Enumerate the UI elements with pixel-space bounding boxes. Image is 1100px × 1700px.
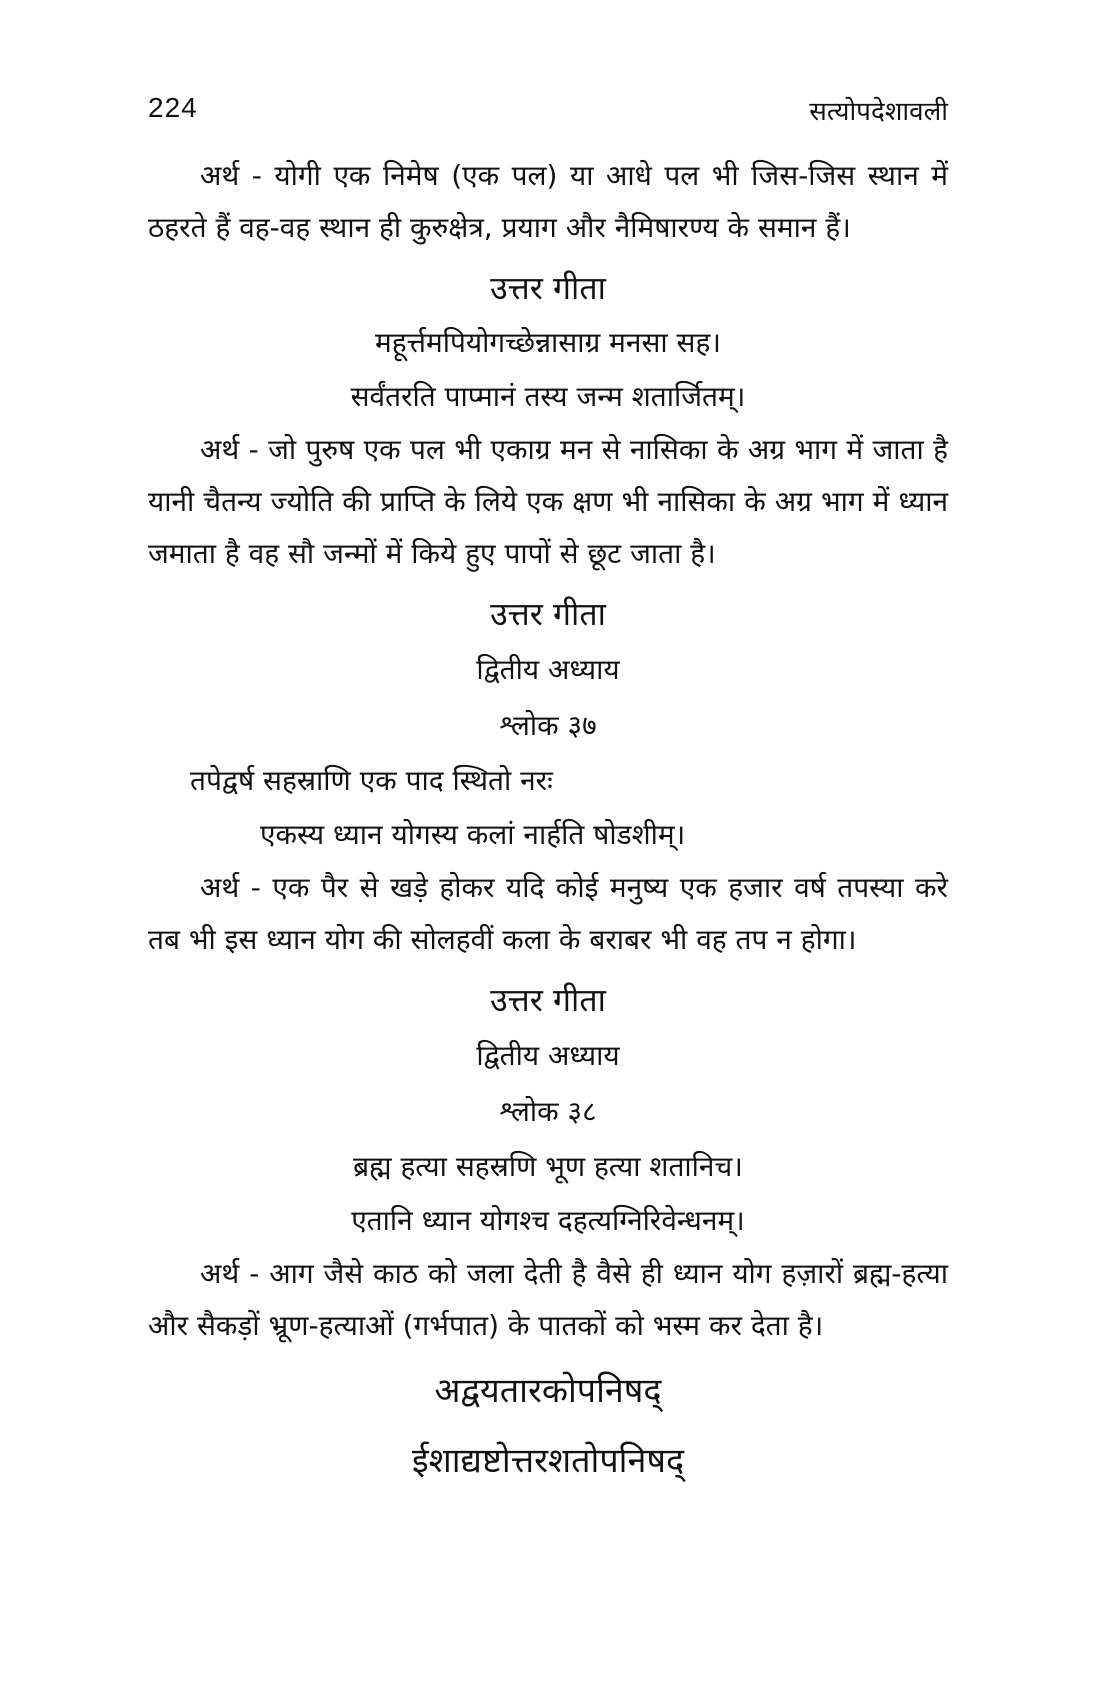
section-heading-uttar-gita-2: उत्तर गीता <box>490 595 606 633</box>
chapter-label-2: द्वितीय अध्याय <box>476 653 620 686</box>
verse-line-3a: ब्रह्म हत्या सहस्रणि भूण हत्या शतानिच। <box>353 1150 743 1183</box>
verse-line-1a: महूर्त्तमपियोगच्छेन्नासाग्र मनसा सह। <box>375 326 721 359</box>
chapter-label-3: द्वितीय अध्याय <box>476 1039 620 1072</box>
shloka-number-38: श्लोक ३८ <box>499 1095 597 1128</box>
verse-line-3b: एतानि ध्यान योगश्च दहत्यग्निरिवेन्धनम्। <box>351 1204 745 1237</box>
verse-line-2a: तपेद्वर्ष सहस्राणि एक पाद स्थितो नरः <box>190 764 553 797</box>
upanishad-heading-2: ईशाद्यष्टोत्तरशतोपनिषद् <box>411 1441 685 1481</box>
verse-line-1b: सर्वंतरति पाप्मानं तस्य जन्म शतार्जितम्। <box>350 380 746 413</box>
page-number: 224 <box>148 92 198 123</box>
meaning-paragraph-3: अर्थ - एक पैर से खड़े होकर यदि कोई मनुष्य एक हजार वर्ष तपस्या करे तब भी इस ध्यान योग की सोलहवीं कला के बराबर भी वह तप न होगा। <box>148 871 948 956</box>
section-heading-uttar-gita-3: उत्तर गीता <box>490 981 606 1019</box>
meaning-paragraph-4: अर्थ - आग जैसे काठ को जला देती है वैसे ही ध्यान योग हज़ारों ब्रह्म-हत्या और सैकड़ों भ्रूण-हत्याओं (गर्भपात) के पातकों को भस्म कर देता है। <box>148 1257 948 1342</box>
running-head: सत्योपदेशावली <box>809 97 948 127</box>
page-header <box>148 92 948 132</box>
meaning-paragraph-2: अर्थ - जो पुरुष एक पल भी एकाग्र मन से नासिका के अग्र भाग में जाता है यानी चैतन्य ज्योति की प्राप्ति के लिये एक क्षण भी नासिका के अग्र भाग में ध्यान जमाता है वह सौ जन्मों में किये हुए पापों से छूट जाता है। <box>148 433 948 570</box>
meaning-paragraph-1: अर्थ - योगी एक निमेष (एक पल) या आधे पल भी जिस-जिस स्थान में ठहरते हैं वह-वह स्थान ही कुरुक्षेत्र, प्रयाग और नैमिषारण्य के समान हैं। <box>148 159 948 244</box>
upanishad-heading-1: अद्वयतारकोपनिषद् <box>434 1371 662 1411</box>
verse-line-2b: एकस्य ध्यान योगस्य कलां नार्हति षोडशीम्। <box>260 818 686 851</box>
section-heading-uttar-gita-1: उत्तर गीता <box>490 269 606 307</box>
shloka-number-37: श्लोक ३७ <box>499 709 597 742</box>
page-body <box>148 150 948 1492</box>
